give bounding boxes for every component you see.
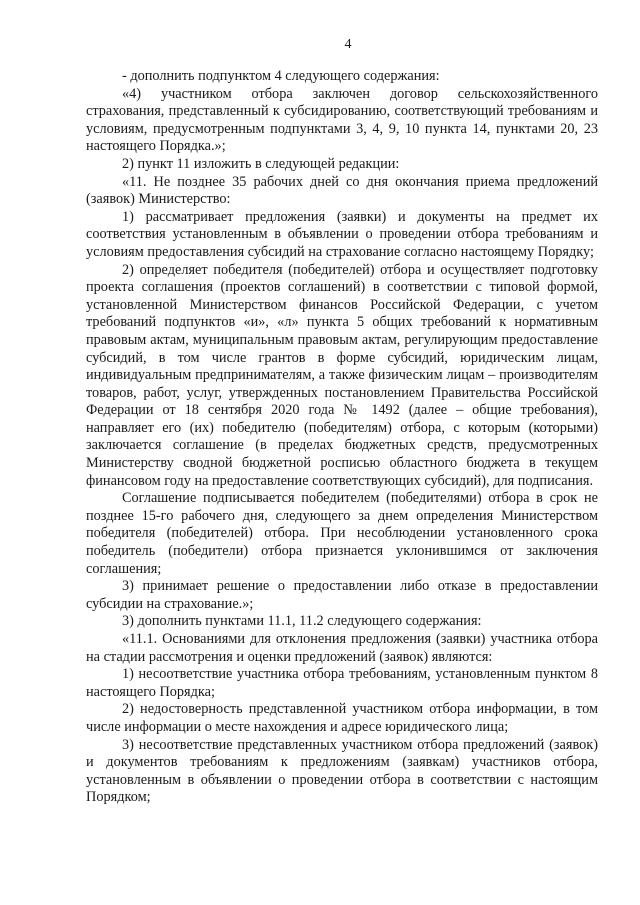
paragraph: 1) несоответствие участника отбора требованиям, установленным пунктом 8 настоящего Порядка; — [86, 666, 598, 700]
paragraph: 2) пункт 11 изложить в следующей редакции: — [122, 155, 400, 172]
paragraph: Соглашение подписывается победителем (победителями) отбора в срок не позднее 15-го рабочего дня, следующего за днем определения Министерством победителя (победителей) отбора. При несоблюдении установленного срока победитель (победители) отбора признается уклонившимся от заключения соглашения; — [86, 490, 598, 577]
paragraph: 2) определяет победителя (победителей) отбора и осуществляет подготовку проекта соглашения (проектов соглашений) в соответствии с типовой формой, установленной Министерством финансов Российской Федерации, с учетом требований подпунктов «и», «л» пункта 5 общих требований к нормативным правовым актам, муниципальным правовым актам, регулирующим предоставление субсидий, в том числе грантов в форме субсидий, юридическим лицам, индивидуальным предпринимателям, а также физическим лицам – производителям товаров, работ, услуг, утвержденных постановлением Правительства Российской Федерации от 18 сентября 2020 года № 1492 (далее – общие требования), направляет его (их) победителю (победителям) отбора, с которым (которыми) заключается соглашение (в пределах бюджетных средств, предусмотренных Министерству сводной бюджетной росписью областного бюджета в текущем финансовом году на предоставление соответствующих субсидий), для подписания. — [86, 261, 598, 489]
document-body — [86, 68, 598, 807]
paragraph: 3) принимает решение о предоставлении либо отказе в предоставлении субсидии на страхование.»; — [86, 578, 598, 612]
paragraph: - дополнить подпунктом 4 следующего содержания: — [122, 68, 440, 84]
paragraph: «11. Не позднее 35 рабочих дней со дня окончания приема предложений (заявок) Министерство: — [86, 173, 598, 208]
paragraph: 2) недостоверность представленной участником отбора информации, в том числе информации о месте нахождения и адресе юридического лица; — [86, 701, 598, 735]
paragraph: «4) участником отбора заключен договор сельскохозяйственного страхования, представленный к субсидированию, соответствующий требованиям и условиям, предусмотренным подпунктами 3, 4, 9, 10 пункта 14, пунктами 20, 23 настоящего Порядка.»; — [86, 85, 598, 155]
page-number: 4 — [344, 37, 352, 52]
paragraph: 3) дополнить пунктами 11.1, 11.2 следующего содержания: — [122, 613, 482, 630]
paragraph: 1) рассматривает предложения (заявки) и документы на предмет их соответствия установленным в объявлении о проведении отбора требованиям и условиям предоставления субсидий на страхование согласно настоящему Порядку; — [86, 208, 598, 260]
paragraph: «11.1. Основаниями для отклонения предложения (заявки) участника отбора на стадии рассмотрения и оценки предложений (заявок) являются: — [86, 631, 598, 665]
paragraph: 3) несоответствие представленных участником отбора предложений (заявок) и документов требованиям к предложениям (заявкам) участников отбора, установленным в объявлении о проведении отбора в соответствии с настоящим Порядком; — [86, 736, 598, 806]
